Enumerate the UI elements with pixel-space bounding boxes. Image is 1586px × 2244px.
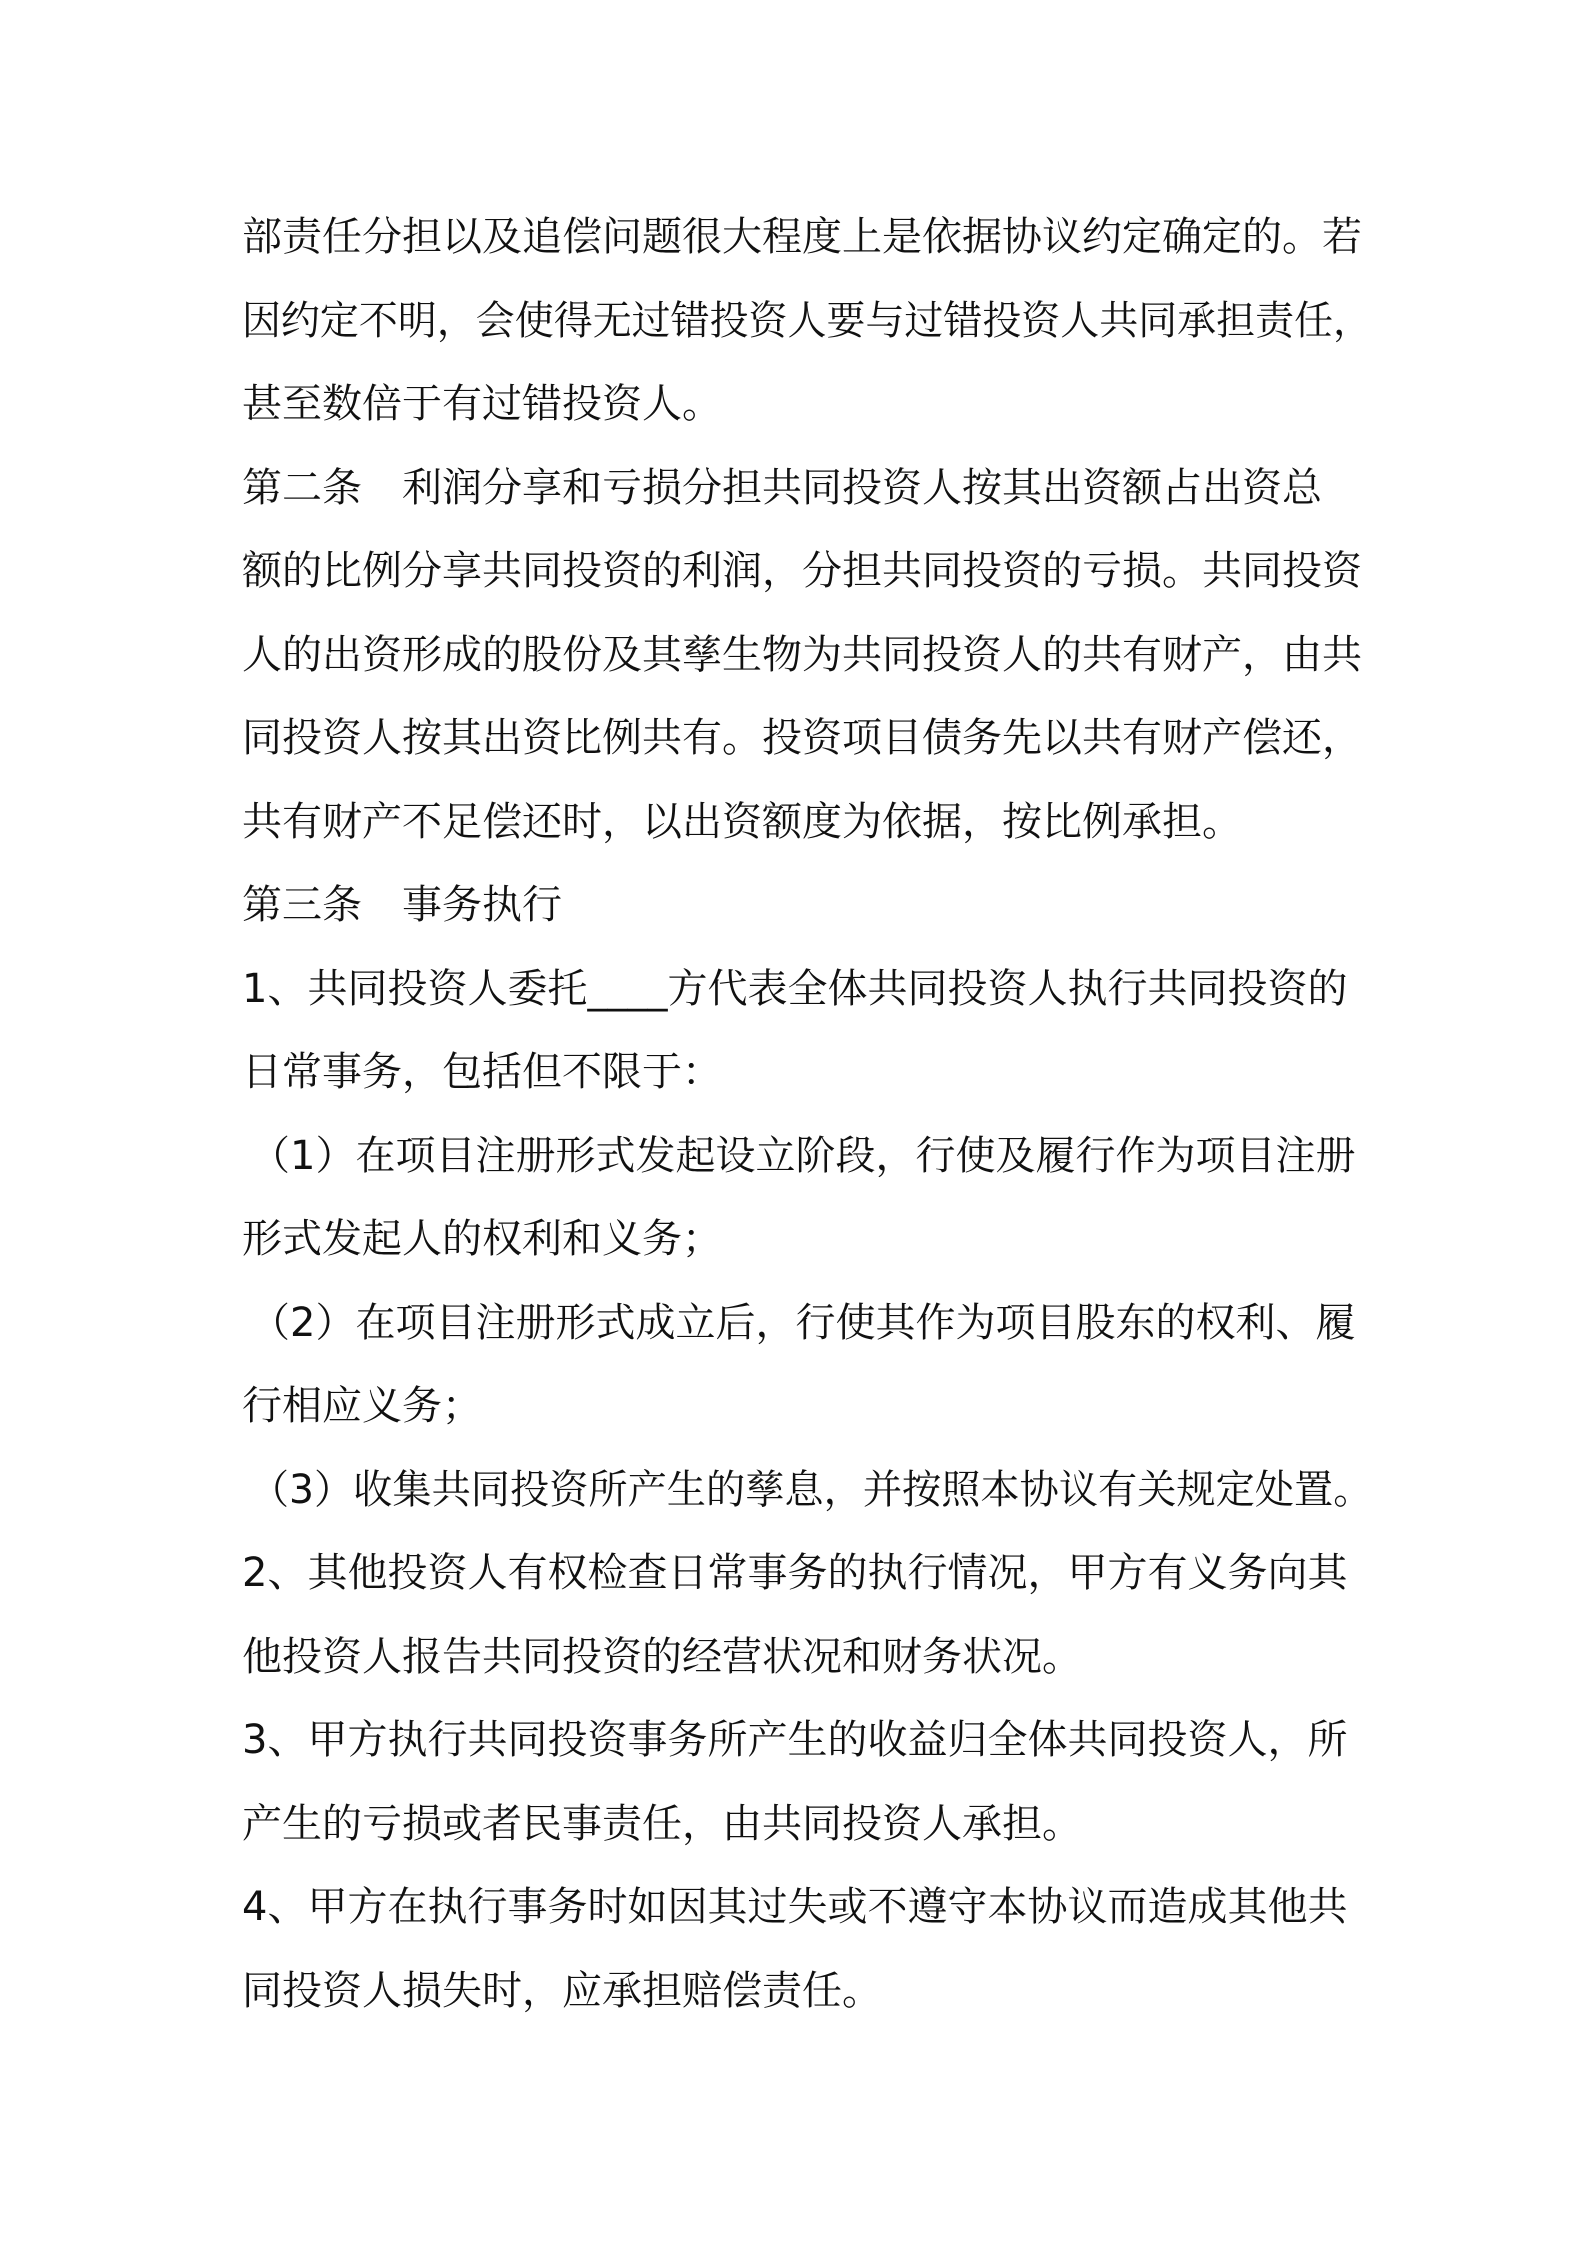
text-line: 产生的亏损或者民事责任，由共同投资人承担。: [242, 1800, 1082, 1847]
text-line: 共有财产不足偿还时，以出资额度为依据，按比例承担。: [242, 798, 1242, 845]
text-line: 甚至数倍于有过错投资人。: [242, 381, 722, 427]
text-line: 同投资人损失时，应承担赔偿责任。: [242, 1967, 882, 2014]
text-line: 行相应义务；: [242, 1383, 482, 1429]
text-line: 形式发起人的权利和义务；: [242, 1216, 722, 1262]
clause-2: 2、其他投资人有权检查日常事务的执行情况，甲方有义务向其: [242, 1550, 1348, 1596]
clause-1: 1、共同投资人委托____方代表全体共同投资人执行共同投资的: [242, 965, 1348, 1012]
article-heading-3: 第三条 事务执行: [242, 882, 562, 928]
sub-clause-2: （2）在项目注册形式成立后，行使其作为项目股东的权利、履: [250, 1299, 1356, 1346]
sub-clause-1: （1）在项目注册形式发起设立阶段，行使及履行作为项目注册: [250, 1132, 1356, 1179]
article-heading-2: 第二条 利润分享和亏损分担共同投资人按其出资额占出资总: [242, 464, 1322, 511]
text-line: 他投资人报告共同投资的经营状况和财务状况。: [242, 1633, 1082, 1680]
document-body: [242, 196, 1372, 2033]
text-line: 部责任分担以及追偿问题很大程度上是依据协议约定确定的。若: [242, 214, 1362, 260]
text-line: 因约定不明，会使得无过错投资人要与过错投资人共同承担责任，: [242, 297, 1372, 344]
text-line: 日常事务，包括但不限于：: [242, 1049, 722, 1095]
text-line: 同投资人按其出资比例共有。投资项目债务先以共有财产偿还，: [242, 715, 1362, 761]
text-line: 人的出资形成的股份及其孳生物为共同投资人的共有财产，由共: [242, 631, 1362, 678]
sub-clause-3: （3）收集共同投资所产生的孳息，并按照本协议有关规定处置。: [249, 1466, 1373, 1513]
text-line: 额的比例分享共同投资的利润，分担共同投资的亏损。共同投资: [242, 548, 1362, 594]
clause-3: 3、甲方执行共同投资事务所产生的收益归全体共同投资人，所: [242, 1717, 1348, 1763]
clause-4: 4、甲方在执行事务时如因其过失或不遵守本协议而造成其他共: [242, 1884, 1348, 1930]
